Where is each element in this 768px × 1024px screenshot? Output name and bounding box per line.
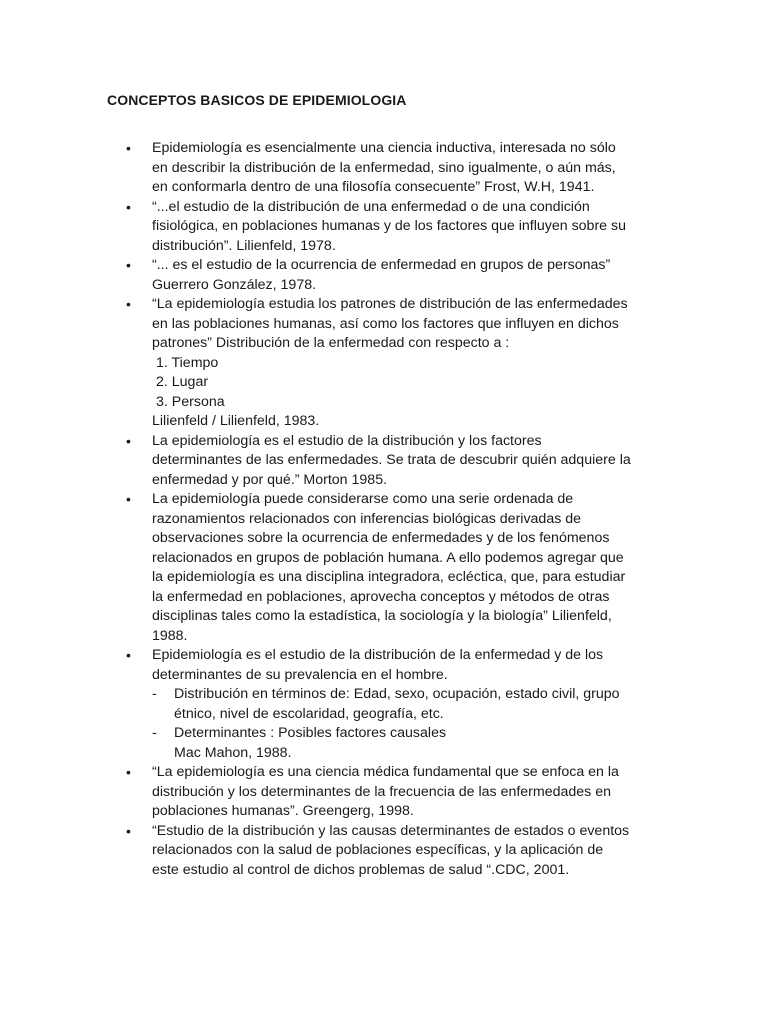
- item-text-line: “...el estudio de la distribución de una enfermedad o de una condición: [152, 198, 590, 215]
- item-text-line: razonamientos relacionados con inferencias biológicas derivadas de: [152, 510, 582, 527]
- item-text-line: disciplinas tales como la estadística, la sociología y la biología” Lilienfeld,: [152, 608, 612, 624]
- dash-icon: -: [152, 686, 157, 702]
- bullet-icon: •: [126, 432, 131, 449]
- bullet-icon: •: [126, 257, 131, 273]
- item-text-line: este estudio al control de dichos problemas de salud “.CDC, 2001.: [152, 861, 570, 878]
- definition-list: [0, 139, 768, 880]
- item-text-line: “... es el estudio de la ocurrencia de enfermedad en grupos de personas”: [152, 257, 611, 273]
- bullet-icon: •: [126, 764, 131, 780]
- list-item: [0, 139, 662, 198]
- document-title: CONCEPTOS BASICOS DE EPIDEMIOLOGIA: [107, 92, 407, 108]
- item-text-line: “La epidemiología estudia los patrones de distribución de las enfermedades: [152, 296, 628, 312]
- list-item: [0, 763, 662, 822]
- sub-item-text-line: Mac Mahon, 1988.: [174, 744, 292, 761]
- item-text-line: patrones” Distribución de la enfermedad con respecto a :: [152, 335, 510, 351]
- item-citation: Lilienfeld / Lilienfeld, 1983.: [152, 413, 320, 429]
- numbered-entry: 3. Persona: [156, 393, 225, 410]
- item-text-line: la epidemiología es una disciplina integradora, ecléctica, que, para estudiar: [152, 569, 626, 585]
- bullet-icon: •: [126, 296, 131, 312]
- bullet-icon: •: [126, 491, 131, 507]
- sub-item-text-line: Determinantes : Posibles factores causales: [174, 725, 447, 741]
- item-text-line: fisiológica, en poblaciones humanas y de los factores que influyen sobre su: [152, 218, 626, 234]
- item-text-line: en conformarla dentro de una filosofía consecuente” Frost, W.H, 1941.: [152, 179, 595, 195]
- item-text-line: Epidemiología es esencialmente una ciencia inductiva, interesada no sólo: [152, 140, 616, 156]
- bullet-icon: •: [126, 822, 131, 839]
- item-text-line: en describir la distribución de la enfermedad, sino igualmente, o aún más,: [152, 159, 616, 176]
- list-item: [0, 646, 662, 763]
- item-text-line: 1988.: [152, 627, 188, 644]
- bullet-icon: •: [126, 647, 131, 663]
- sub-list-item: [152, 724, 662, 763]
- list-item: [0, 490, 662, 646]
- list-item: [0, 198, 662, 257]
- item-text-line: distribución”. Lilienfeld, 1978.: [152, 237, 336, 254]
- item-text-line: Guerrero González, 1978.: [152, 276, 317, 293]
- item-text-line: determinantes de las enfermedades. Se trata de descubrir quién adquiere la: [152, 452, 631, 468]
- list-item: [0, 295, 662, 432]
- item-text-line: Epidemiología es el estudio de la distribución de la enfermedad y de los: [152, 647, 604, 663]
- item-text-line: La epidemiología es el estudio de la distribución y los factores: [152, 432, 542, 449]
- bullet-icon: •: [126, 140, 131, 156]
- dash-icon: -: [152, 725, 157, 741]
- numbered-entry: 2. Lugar: [156, 374, 209, 390]
- item-text-line: enfermedad y por qué.” Morton 1985.: [152, 471, 388, 488]
- item-text-line: “Estudio de la distribución y las causas determinantes de estados o eventos: [152, 822, 630, 839]
- item-text-line: relacionados en grupos de población humana. A ello podemos agregar que: [152, 549, 624, 566]
- item-text-line: observaciones sobre la ocurrencia de enfermedades y de los fenómenos: [152, 530, 610, 546]
- item-text-line: en las poblaciones humanas, así como los factores que influyen en dichos: [152, 315, 619, 332]
- item-text-line: determinantes de su prevalencia en el hombre.: [152, 666, 448, 683]
- numbered-entry: 1. Tiempo: [156, 354, 219, 371]
- list-item: [0, 822, 662, 881]
- item-text-line: distribución y los determinantes de la frecuencia de las enfermedades en: [152, 783, 611, 800]
- sub-item-text-line: étnico, nivel de escolaridad, geografía, etc.: [174, 705, 444, 722]
- item-text-line: “La epidemiología es una ciencia médica fundamental que se enfoca en la: [152, 764, 619, 780]
- list-item: [0, 256, 662, 295]
- sub-item-text-line: Distribución en términos de: Edad, sexo, ocupación, estado civil, grupo: [174, 686, 620, 702]
- item-text-line: poblaciones humanas”. Greengerg, 1998.: [152, 803, 414, 819]
- sub-list-item: [152, 685, 662, 724]
- bullet-icon: •: [126, 198, 131, 215]
- item-text-line: la enfermedad en poblaciones, aprovecha conceptos y métodos de otras: [152, 588, 610, 605]
- item-text-line: La epidemiología puede considerarse como una serie ordenada de: [152, 491, 574, 507]
- list-item: [0, 432, 662, 491]
- item-text-line: relacionados con la salud de poblaciones específicas, y la aplicación de: [152, 842, 604, 858]
